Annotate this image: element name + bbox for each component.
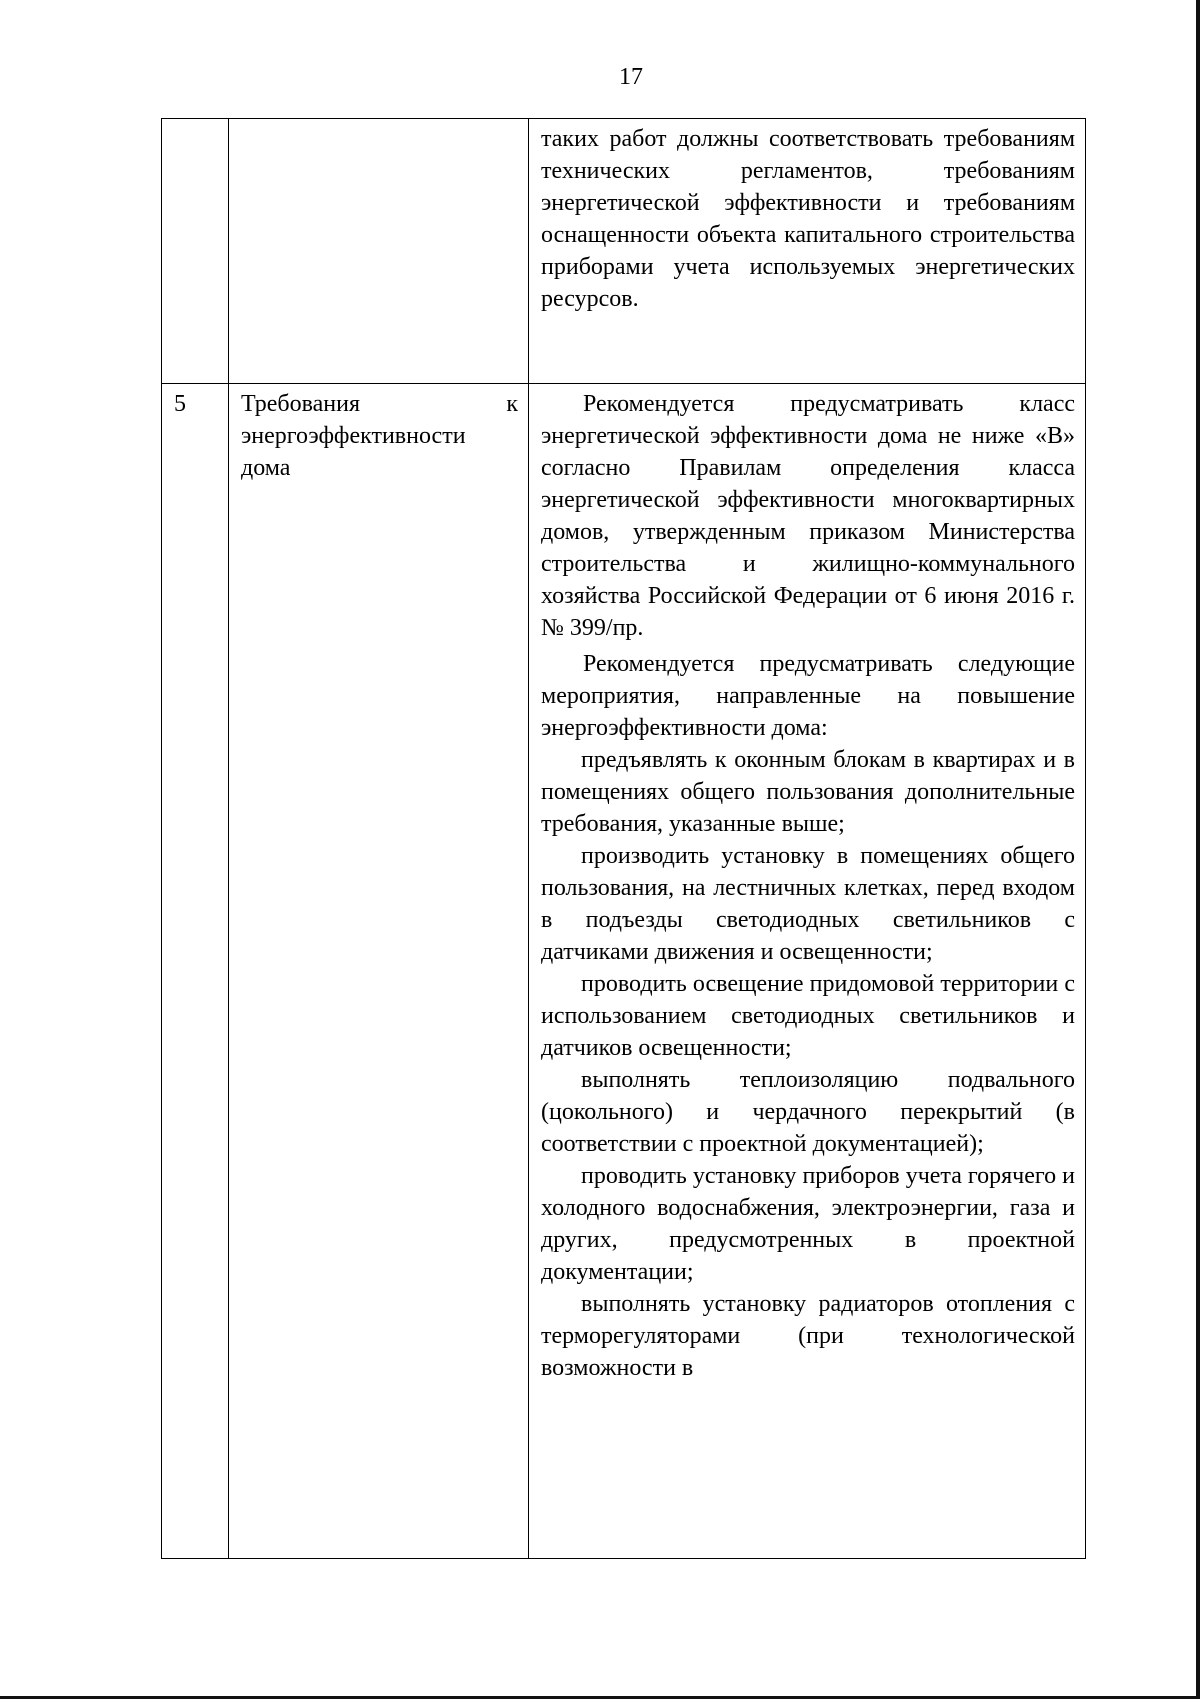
description-paragraph: выполнять установку радиаторов отопления с терморегуляторами (при технологической возможности в	[541, 1291, 1075, 1381]
requirements-table	[161, 118, 1086, 1559]
requirement-name-word: Требования	[241, 391, 361, 417]
description-paragraph: производить установку в помещениях общего пользования, на лестничных клетках, перед входом в подъезды светодиодных светильников с датчиками движения и освещенности;	[541, 843, 1075, 965]
requirement-name-first-line	[241, 388, 518, 420]
requirement-name-rest: энергоэффективности дома	[241, 423, 466, 481]
table-row	[162, 119, 1086, 384]
description-paragraph: таких работ должны соответствовать требованиям технических регламентов, требованиям энергетической эффективности и требованиям оснащенности объекта капитального строительства приборами учета используемых энергетических ресурсов.	[541, 126, 1075, 312]
row-number-cell: 5	[162, 384, 229, 1559]
requirement-name-cell	[229, 384, 529, 1559]
requirement-description-cell	[529, 119, 1086, 384]
description-paragraph: проводить установку приборов учета горячего и холодного водоснабжения, электроэнергии, газа и других, предусмотренных в проектной документации;	[541, 1163, 1075, 1285]
description-paragraph: выполнять теплоизоляцию подвального (цокольного) и чердачного перекрытий (в соответствии с проектной документацией);	[541, 1067, 1075, 1157]
page-number: 17	[619, 64, 643, 90]
description-paragraph: предъявлять к оконным блокам в квартирах и в помещениях общего пользования дополнительные требования, указанные выше;	[541, 747, 1075, 837]
requirement-description-cell	[529, 384, 1086, 1559]
requirement-name-cell	[229, 119, 529, 384]
scan-edge-right	[1196, 0, 1200, 1699]
description-paragraph: Рекомендуется предусматривать следующие мероприятия, направленные на повышение энергоэффективности дома:	[541, 651, 1075, 741]
row-number-cell	[162, 119, 229, 384]
table-row	[162, 384, 1086, 1559]
description-paragraph: проводить освещение придомовой территории с использованием светодиодных светильников и датчиков освещенности;	[541, 971, 1075, 1061]
description-paragraph: Рекомендуется предусматривать класс энергетической эффективности дома не ниже «В» согласно Правилам определения класса энергетической эффективности многоквартирных домов, утвержденным приказом Министерства строительства и жилищно-коммунального хозяйства Российской Федерации от 6 июня 2016 г. № 399/пр.	[541, 391, 1075, 641]
requirement-name-word: к	[506, 391, 518, 417]
